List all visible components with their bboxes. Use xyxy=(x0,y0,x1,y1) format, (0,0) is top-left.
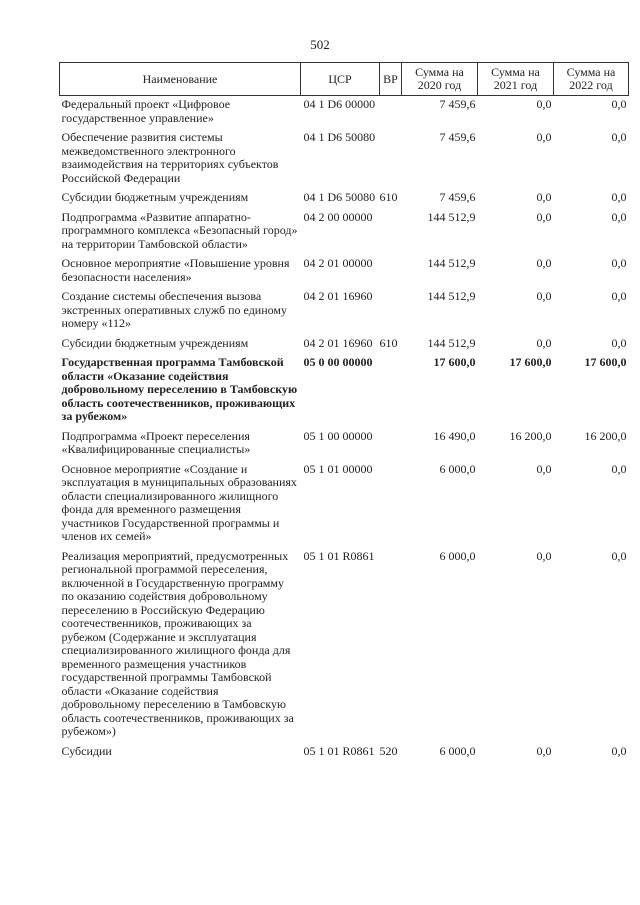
cell-vr xyxy=(380,354,402,428)
table-row xyxy=(60,288,629,335)
cell-sum-2022: 0,0 xyxy=(611,461,627,476)
cell-name: Основное мероприятие «Создание и эксплуатация в муниципальных образованиях области специализированного жилищного фонда для временного размещения участников Государственной программы и членов их семей» xyxy=(61,461,297,543)
cell-name: Субсидии xyxy=(61,743,112,758)
header-vr: ВР xyxy=(380,63,402,96)
cell-sum-2022: 0,0 xyxy=(611,743,627,758)
cell-vr xyxy=(380,129,402,189)
table-row xyxy=(60,189,629,209)
cell-sum-2021: 0,0 xyxy=(536,256,552,270)
cell-csr: 05 1 01 R0861 xyxy=(303,743,375,758)
cell-csr: 04 1 D6 50080 xyxy=(303,190,376,204)
cell-name: Федеральный проект «Цифровое государственное управление» xyxy=(61,97,231,125)
cell-vr xyxy=(380,288,402,335)
table-row xyxy=(60,255,629,288)
cell-sum-2022: 0,0 xyxy=(611,548,627,563)
cell-vr xyxy=(380,209,402,256)
cell-sum-2021: 0,0 xyxy=(536,461,552,476)
cell-sum-2020: 6 000,0 xyxy=(439,548,476,563)
cell-sum-2020: 7 459,6 xyxy=(439,190,476,204)
cell-sum-2022: 0,0 xyxy=(611,209,627,224)
cell-csr: 04 1 D6 00000 xyxy=(303,97,376,111)
cell-vr: 610 xyxy=(379,335,398,350)
cell-csr: 04 2 01 16960 xyxy=(303,289,373,303)
cell-sum-2022: 0,0 xyxy=(611,289,627,303)
cell-sum-2021: 0,0 xyxy=(536,548,552,563)
table-row xyxy=(60,354,629,428)
cell-vr: 610 xyxy=(379,190,398,204)
cell-csr: 05 1 01 00000 xyxy=(303,461,373,476)
cell-sum-2020: 144 512,9 xyxy=(427,209,476,224)
cell-sum-2020: 17 600,0 xyxy=(433,355,476,369)
cell-sum-2021: 16 200,0 xyxy=(509,428,552,443)
cell-vr xyxy=(380,255,402,288)
cell-sum-2020: 144 512,9 xyxy=(427,335,476,350)
cell-sum-2021: 0,0 xyxy=(536,97,552,111)
cell-name: Создание системы обеспечения вызова экстренных оперативных служб по единому номеру «112» xyxy=(61,289,288,330)
cell-csr: 04 2 00 00000 xyxy=(303,209,373,224)
cell-sum-2021: 0,0 xyxy=(536,335,552,350)
cell-csr: 04 2 01 00000 xyxy=(303,256,373,270)
cell-sum-2020: 144 512,9 xyxy=(427,289,476,303)
header-name: Наименование xyxy=(60,63,301,96)
table-row xyxy=(60,743,629,763)
table-row xyxy=(60,96,629,130)
cell-vr: 520 xyxy=(379,743,398,758)
cell-name: Подпрограмма «Развитие аппаратно-программного комплекса «Безопасный город» на территории Тамбовской области» xyxy=(61,209,298,251)
cell-name: Подпрограмма «Проект переселения «Квалифицированные специалисты» xyxy=(61,428,251,456)
table-row xyxy=(60,129,629,189)
cell-csr: 04 1 D6 50080 xyxy=(303,130,376,144)
table-row xyxy=(60,461,629,548)
cell-csr: 05 1 01 R0861 xyxy=(303,548,375,563)
cell-sum-2021: 17 600,0 xyxy=(509,355,552,369)
cell-sum-2020: 16 490,0 xyxy=(433,428,476,443)
table-row xyxy=(60,428,629,461)
cell-sum-2020: 6 000,0 xyxy=(439,743,476,758)
header-csr: ЦСР xyxy=(301,63,380,96)
table-row xyxy=(60,209,629,256)
header-sum-2021: Сумма на 2021 год xyxy=(478,63,554,96)
cell-vr xyxy=(380,428,402,461)
cell-name: Основное мероприятие «Повышение уровня безопасности населения» xyxy=(61,256,290,284)
cell-sum-2022: 0,0 xyxy=(611,335,627,350)
cell-csr: 04 2 01 16960 xyxy=(303,335,373,350)
cell-vr xyxy=(380,461,402,548)
table-header-row xyxy=(60,63,629,96)
cell-sum-2022: 0,0 xyxy=(611,130,627,144)
budget-table xyxy=(59,62,629,762)
cell-sum-2022: 0,0 xyxy=(611,190,627,204)
cell-name: Реализация мероприятий, предусмотренных региональной программой переселения, включенной в Государственную программу по оказанию содействия добровольному переселению в Российскую Федерацию соотечественников, проживающих за рубежом (Содержание и эксплуатация специализированного жилищного фонда для временного размещения участников государственной программы Тамбовской области «Оказание содействия добровольному переселению в Тамбовскую область соотечественников, проживающих за рубежом») xyxy=(61,548,294,738)
cell-sum-2020: 144 512,9 xyxy=(427,256,476,270)
cell-sum-2020: 7 459,6 xyxy=(439,97,476,111)
cell-sum-2021: 0,0 xyxy=(536,190,552,204)
cell-sum-2022: 0,0 xyxy=(611,97,627,111)
cell-sum-2022: 17 600,0 xyxy=(584,355,627,369)
cell-name: Обеспечение развития системы межведомственного электронного взаимодействия на территориях субъектов Российской Федерации xyxy=(61,130,279,185)
cell-sum-2021: 0,0 xyxy=(536,289,552,303)
cell-vr xyxy=(380,96,402,130)
cell-sum-2021: 0,0 xyxy=(536,209,552,224)
cell-sum-2021: 0,0 xyxy=(536,743,552,758)
cell-name: Государственная программа Тамбовской области «Оказание содействия добровольному переселению в Тамбовскую область соотечественников, проживающих за рубежом» xyxy=(61,355,298,423)
cell-sum-2020: 6 000,0 xyxy=(439,461,476,476)
cell-vr xyxy=(380,548,402,743)
page-number: 502 xyxy=(310,37,330,52)
header-sum-2022: Сумма на 2022 год xyxy=(554,63,629,96)
table-row xyxy=(60,548,629,743)
cell-name: Субсидии бюджетным учреждениям xyxy=(61,190,249,204)
cell-sum-2020: 7 459,6 xyxy=(439,130,476,144)
header-sum-2020: Сумма на 2020 год xyxy=(402,63,478,96)
table-row xyxy=(60,335,629,355)
cell-sum-2022: 0,0 xyxy=(611,256,627,270)
cell-sum-2021: 0,0 xyxy=(536,130,552,144)
cell-csr: 05 0 00 00000 xyxy=(303,355,373,369)
cell-name: Субсидии бюджетным учреждениям xyxy=(61,335,249,350)
cell-csr: 05 1 00 00000 xyxy=(303,428,373,443)
cell-sum-2022: 16 200,0 xyxy=(584,428,627,443)
